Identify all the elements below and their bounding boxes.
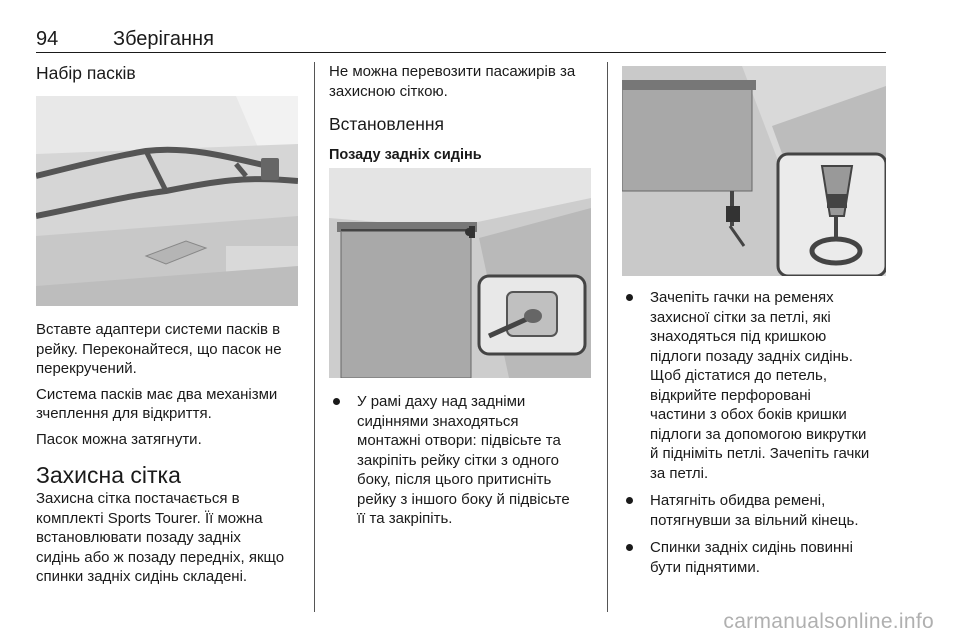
text-line: сидінь або ж позаду передніх, якщо: [36, 548, 285, 566]
bullet-attach-hooks: [622, 288, 888, 483]
text-line: Захисна сітка постачається в: [36, 490, 240, 507]
bullet-mount-holes: [329, 392, 593, 529]
text-line: підлоги за допомогою викрутки: [650, 425, 867, 443]
page-number: 94: [36, 28, 59, 50]
para-insert-adapters: [36, 320, 298, 379]
para-no-passengers: [329, 62, 593, 101]
text-line: знаходяться під кришкою: [650, 328, 827, 345]
net-installation-illustration-svg: [329, 168, 591, 378]
bullet-dot: [626, 497, 633, 504]
column-2: [329, 62, 593, 165]
column-2-bullets: [329, 392, 593, 529]
text-line: Зачепіть гачки на ременях: [650, 289, 834, 306]
illustration-strap-kit: [36, 96, 298, 306]
column-divider-2: [607, 62, 608, 612]
header-rule: [36, 52, 886, 53]
subheading-behind-rear-seats: Позаду задніх сидінь: [329, 147, 482, 163]
text-line: зчеплення для відкриття.: [36, 405, 212, 422]
text-line: частини з обох боків кришки: [650, 406, 847, 423]
text-line: Натягніть обидва ремені,: [650, 492, 826, 509]
illustration-net-installation: [329, 168, 591, 378]
bullet-dot: [626, 294, 633, 301]
heading-strap-kit: Набір пасків: [36, 63, 136, 83]
para-safety-net: [36, 489, 298, 587]
bullet-dot: [626, 544, 633, 551]
text-line: монтажні отвори: підвісьте та: [357, 432, 561, 449]
bullet-dot: [333, 398, 340, 405]
column-1: [36, 62, 298, 84]
text-line: закріпіть рейку сітки з одного: [357, 451, 559, 469]
text-line: спинки задніх сидінь складені.: [36, 568, 248, 585]
para-two-mechanisms: [36, 385, 298, 424]
hook-loops-illustration-svg: [622, 66, 886, 276]
text-line: бути піднятими.: [650, 558, 760, 576]
bullet-seatbacks-up: [622, 538, 888, 577]
text-line: сидіннями знаходяться: [357, 412, 519, 430]
text-line: комплекті Sports Tourer. Її можна: [36, 509, 263, 527]
heading-safety-net: Захисна сітка: [36, 462, 181, 488]
text-line: встановлювати позаду задніх: [36, 529, 241, 546]
column-1-text: [36, 320, 298, 587]
text-line: захисною сіткою.: [329, 82, 448, 100]
text-line: Щоб дістатися до петель,: [650, 367, 828, 384]
text-line: потягнувши за вільний кінець.: [650, 511, 859, 529]
text-line: підлоги позаду задніх сидінь.: [650, 347, 853, 365]
text-line: Вставте адаптери системи пасків в: [36, 321, 281, 338]
text-line: Система пасків має два механізми: [36, 385, 278, 403]
strap-kit-illustration-svg: [36, 96, 298, 306]
heading-installation: Встановлення: [329, 114, 445, 134]
text-line: Пасок можна затягнути.: [36, 430, 202, 448]
text-line: боку, після цього притисніть: [357, 471, 552, 488]
text-line: Не можна перевозити пасажирів за: [329, 63, 576, 80]
text-line: й підніміть петлі. Зачепіть гачки: [650, 445, 870, 462]
text-line: за петлі.: [650, 464, 709, 482]
column-3-bullets: [622, 288, 888, 577]
text-line: рейку з іншого боку й підвісьте: [357, 490, 570, 508]
watermark: carmanualsonline.info: [723, 610, 934, 633]
text-line: У рамі даху над задніми: [357, 393, 526, 410]
text-line: рейку. Переконайтеся, що пасок не: [36, 340, 282, 358]
text-line: перекручений.: [36, 360, 137, 377]
text-line: захисної сітки за петлі, які: [650, 308, 831, 326]
section-title: Зберігання: [113, 28, 214, 50]
column-divider-1: [314, 62, 315, 612]
text-line: Спинки задніх сидінь повинні: [650, 539, 853, 556]
text-line: відкрийте перфоровані: [650, 386, 811, 404]
page-header: [36, 28, 886, 52]
illustration-hook-loops: [622, 66, 886, 276]
para-tighten: [36, 430, 298, 450]
text-line: її та закріпіть.: [357, 510, 453, 527]
bullet-tighten-straps: [622, 491, 888, 530]
